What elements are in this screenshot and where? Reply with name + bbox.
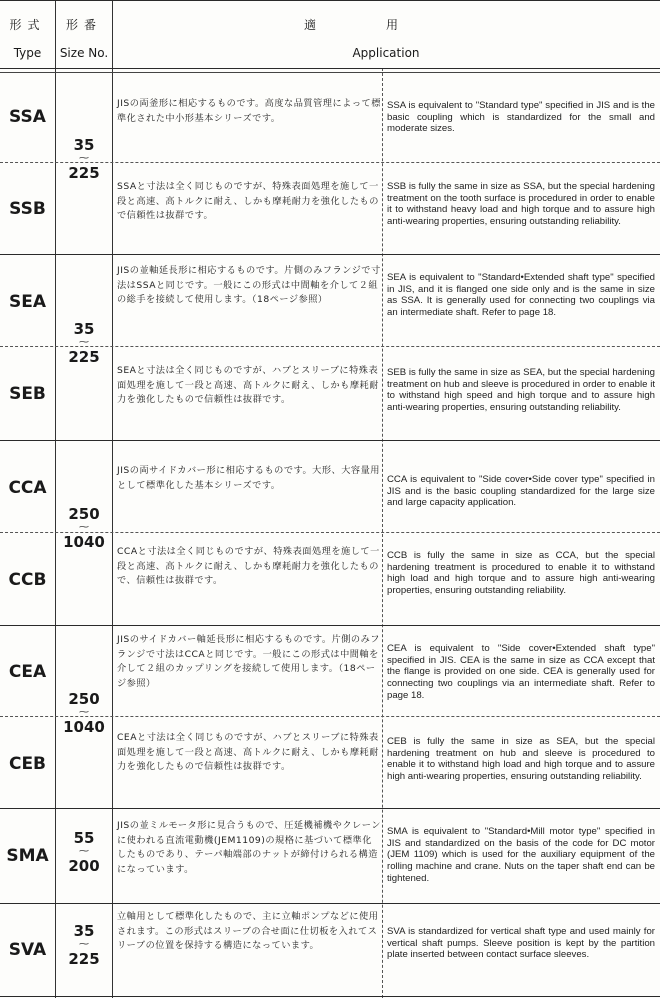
size-range-separator: ⁓ xyxy=(79,846,89,857)
row-rule xyxy=(0,996,660,997)
application-jp: SEAと寸法は全く同じものですが、ハブとスリーブに特殊表面処理を施して一段と高速、高トルクに耐え、しかも摩耗耐力を強化したもので信頼性は抜群です。 xyxy=(117,365,379,405)
size-to: 200 xyxy=(68,857,100,875)
size-to: 225 xyxy=(68,950,100,968)
header-type-jp: 形式 xyxy=(9,18,46,32)
application-en: SSB is fully the same in size as SSA, but the special hardening treatment on the tooth surface is procedured in order to enable it to withstand heavy load and high torque and to assure high anti-wearing properties, ensuring outstanding reliability. xyxy=(387,181,655,228)
size-range xyxy=(56,690,112,736)
application-jp: JISの並軸延長形に相応するものです。片側のみフランジで寸法はSSAと同じです。一般にこの形式は中間軸を介して２組の総手を接続して使用します。（18ページ参照） xyxy=(117,265,381,305)
application-en: SVA is standardized for vertical shaft type and used mainly for vertical shaft pumps. Sleeve position is kept by the partition plate inserted between contact surface sleeves. xyxy=(387,926,655,961)
size-range xyxy=(56,136,112,182)
size-range xyxy=(56,505,112,551)
application-en: SEB is fully the same in size as SEA, but the special hardening treatment on hub and sleeve is procedured in order to enable it to withstand high speed and high torque and to assure high anti-wearing properties, ensuring outstanding reliability. xyxy=(387,367,655,414)
application-en: SEA is equivalent to "Standard•Extended shaft type" specified in JIS, and it is flanged one side only and is the same in size as SSA. It is generally used for connecting two couplings via an intermediate shaft. Refer to page 18. xyxy=(387,272,655,319)
application-en: CCB is fully the same in size as CCA, but the special hardening treatment is procedured to enable it to withstand high load and high torque and to assure high anti-wearing properties, ensuring outstanding reliability. xyxy=(387,550,655,597)
type-cell: SEA xyxy=(8,292,46,312)
row-rule xyxy=(0,625,660,626)
type-cell: SMA xyxy=(6,846,49,866)
header-application-jp: 適用 xyxy=(303,18,468,32)
size-to: 1040 xyxy=(63,533,105,551)
application-en: CEA is equivalent to "Side cover•Extended shaft type" specified in JIS. CEA is the same in size as CCA except that the flange is provided on one side. CEA is generally used for connecting two couplings via an intermediate shaft. Refer to page 18. xyxy=(387,643,655,701)
size-from: 250 xyxy=(68,690,100,708)
size-range-separator: ⁓ xyxy=(79,337,89,348)
row-rule xyxy=(0,440,660,441)
header-size-en: Size No. xyxy=(59,46,109,60)
application-en: CCA is equivalent to "Side cover•Side cover type" specified in JIS and is the basic coupling standardized for the large size and large capacity application. xyxy=(387,474,655,509)
type-cell: SVA xyxy=(8,940,47,960)
header-type-en: Type xyxy=(13,46,42,60)
size-range xyxy=(56,829,112,875)
row-rule xyxy=(0,808,660,809)
size-range-separator: ⁓ xyxy=(79,153,89,164)
size-range xyxy=(56,922,112,968)
size-from: 55 xyxy=(73,829,95,847)
type-cell: CCB xyxy=(8,570,47,590)
type-cell: CCA xyxy=(8,478,47,498)
application-jp: JISの両釜形に相応するものです。高度な品質管理によって標準化された中小形基本シリーズです。 xyxy=(117,98,381,124)
col-divider xyxy=(112,0,113,998)
size-from: 35 xyxy=(73,320,95,338)
col-divider-dashed xyxy=(382,68,383,998)
row-rule xyxy=(0,0,660,1)
application-en: CEB is fully the same in size as SEA, but the special hardening treatment on hub and sleeve is procedured to enable it to withstand high load and high torque and to assure high anti-wearing properties, ensuring outstanding reliability. xyxy=(387,736,655,783)
size-range-separator: ⁓ xyxy=(79,939,89,950)
type-cell: SSB xyxy=(9,199,46,219)
size-to: 225 xyxy=(68,164,100,182)
type-cell: SSA xyxy=(9,107,46,127)
row-rule xyxy=(0,254,660,255)
header-size-jp: 形番 xyxy=(65,18,102,32)
row-rule xyxy=(0,903,660,904)
type-cell: SEB xyxy=(9,384,46,404)
application-jp: JISのサイドカバー軸延長形に相応するものです。片側のみフランジで寸法はCCAと同じです。一般にこの形式は中間軸を介して２組のカップリングを接続して使用します。（18ページ参照） xyxy=(117,634,380,689)
application-jp: JISの両サイドカバー形に相応するものです。大形、大容量用として標準化した基本シリーズです。 xyxy=(117,465,380,491)
application-en: SMA is equivalent to "Standard•Mill motor type" specified in JIS and standardized on the basis of the code for DC motor (JEM 1109) which is used for the auxiliary equipment of the rolling machine and crane. Nuts on the taper shaft end can be tightened. xyxy=(387,826,655,884)
size-from: 35 xyxy=(73,922,95,940)
row-rule xyxy=(0,72,660,73)
size-from: 35 xyxy=(73,136,95,154)
type-cell: CEA xyxy=(8,662,47,682)
type-cell: CEB xyxy=(8,754,47,774)
application-jp: SSAと寸法は全く同じものですが、特殊表面処理を施して一段と高速、高トルクに耐え、しかも摩耗耐力を強化したもので信頼性は抜群です。 xyxy=(117,181,379,221)
header-application-en: Application xyxy=(352,46,420,60)
size-range xyxy=(56,320,112,366)
row-rule xyxy=(0,68,660,69)
application-jp: CCAと寸法は全く同じものですが、特殊表面処理を施して一段と高速、高トルクに耐え、しかも摩耗耐力を強化したもので、信頼性は抜群です。 xyxy=(117,546,380,586)
size-range-separator: ⁓ xyxy=(79,522,89,533)
size-to: 1040 xyxy=(63,718,105,736)
application-en: SSA is equivalent to "Standard type" specified in JIS and is the basic coupling which is standardized for the small and moderate sizes. xyxy=(387,100,655,135)
size-from: 250 xyxy=(68,505,100,523)
application-jp: CEAと寸法は全く同じものですが、ハブとスリーブに特殊表面処理を施して一段と高速、高トルクに耐え、しかも摩耗耐力を強化したもので信頼性は抜群です。 xyxy=(117,732,379,772)
application-jp: JISの並ミルモータ形に見合うもので、圧延機補機やクレーンに使われる直流電動機(JEM1109)の規格に基づいて標準化したものであり、テーパ軸端部のナットが締付けられる構造になっています。 xyxy=(117,820,381,875)
application-jp: 立軸用として標準化したもので、主に立軸ポンプなどに使用されます。この形式はスリーブの合せ面に仕切板を入れてスリーブの位置を保持する構造になっています。 xyxy=(117,911,379,951)
size-to: 225 xyxy=(68,348,100,366)
size-range-separator: ⁓ xyxy=(79,707,89,718)
